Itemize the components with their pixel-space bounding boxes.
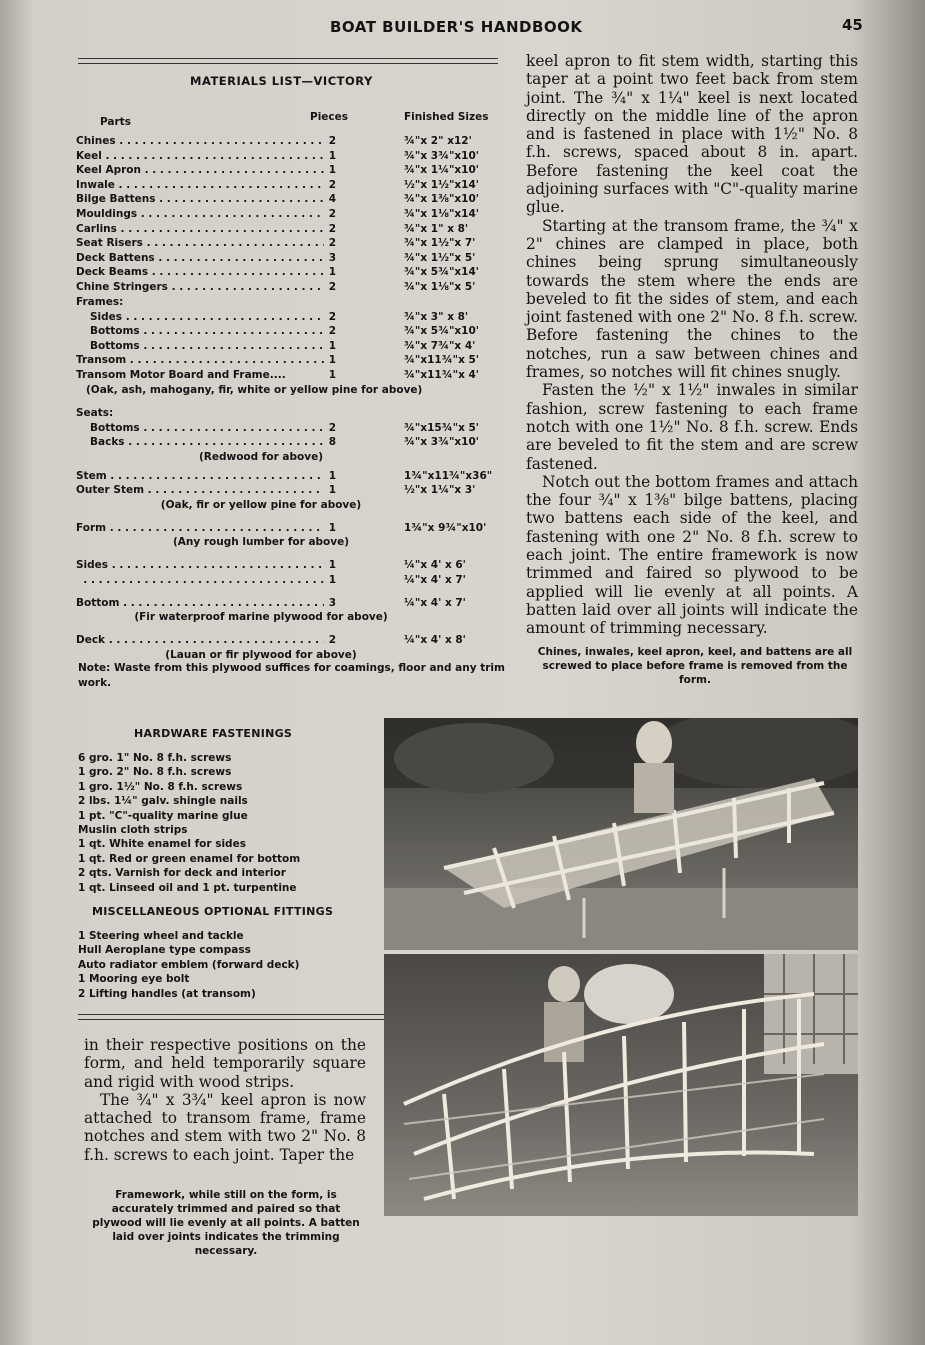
right-paragraph-1: keel apron to fit stem width, starting this taper at a point two feet back from stem joint. The ¾" x 1¼" keel is next located directly on the middle line of the apron and is fastened in place with 1½" No. 8 f.h. screws, spaced about 8 in. apart. Before fastening the keel coat the adjoining surfaces with "C"-quality marine glue.	[526, 52, 858, 217]
material-row	[76, 354, 506, 369]
part-name: Form . . .	[76, 522, 324, 534]
finished-size: ¼"x 4' x 7'	[404, 574, 466, 587]
list-item: 1 pt. "C"-quality marine glue	[78, 809, 248, 822]
list-item: 1 qt. White enamel for sides	[78, 838, 246, 851]
finished-size: ¾"x 1⅛"x14'	[404, 207, 480, 220]
seats-label: Seats:	[76, 406, 114, 419]
part-name: Stem . . .	[76, 470, 324, 482]
material-row	[76, 634, 506, 649]
finished-size: ¾"x 1⅜"x10'	[404, 193, 480, 206]
wood-note: (Redwood for above)	[198, 450, 324, 463]
misc-title: MISCELLANEOUS OPTIONAL FITTINGS	[92, 905, 334, 918]
part-name: Sides . . .	[76, 311, 324, 323]
piece-count: 1	[328, 574, 336, 587]
sides-rows	[76, 559, 506, 588]
piece-count: 2	[328, 135, 336, 147]
finished-size: ¾"x 1¼"x10'	[404, 164, 480, 177]
piece-count: 1	[328, 521, 336, 534]
finished-size: 1¾"x11¾"x36"	[404, 469, 493, 482]
stem-rows	[76, 470, 506, 499]
part-name: Transom . . .	[76, 354, 324, 366]
material-row	[76, 150, 506, 165]
piece-count: 8	[328, 436, 336, 449]
finished-size: ¾"x 1⅛"x 5'	[404, 280, 476, 293]
part-name: Deck . . .	[76, 634, 324, 646]
seats-rows	[76, 422, 506, 451]
piece-count: 3	[328, 596, 336, 609]
piece-count: 1	[328, 149, 336, 162]
part-name: Mouldings . . .	[76, 208, 324, 220]
part-name: Bottom . . .	[76, 597, 324, 609]
finished-size: ¾"x11¾"x 5'	[404, 354, 480, 367]
finished-size: ¾"x 3" x 8'	[404, 310, 469, 323]
material-row	[76, 252, 506, 267]
material-row	[76, 164, 506, 179]
part-name	[76, 574, 324, 586]
finished-size: ¼"x 4' x 6'	[404, 559, 466, 572]
finished-size: ¾"x 1½"x 7'	[404, 237, 476, 250]
list-item: 1 Mooring eye bolt	[78, 973, 190, 986]
piece-count: 2	[328, 178, 336, 191]
material-row	[76, 281, 506, 296]
list-item: 2 lbs. 1¼" galv. shingle nails	[78, 795, 248, 808]
left-paragraph-1: in their respective positions on the form, and held temporarily square and rigid with wood strips.	[84, 1036, 366, 1091]
frames-label: Frames:	[76, 295, 124, 308]
material-row	[76, 369, 506, 384]
part-name: Keel . . .	[76, 150, 324, 162]
piece-count: 2	[328, 280, 336, 293]
finished-size: ¾"x 3¾"x10'	[404, 149, 480, 162]
material-row	[76, 340, 506, 355]
finished-size: ¼"x 4' x 7'	[404, 596, 466, 609]
hardware-title: HARDWARE FASTENINGS	[134, 727, 293, 740]
list-item: 1 qt. Red or green enamel for bottom	[78, 852, 301, 865]
material-row	[76, 484, 506, 499]
material-row	[76, 574, 506, 589]
finished-size: 1¾"x 9¾"x10'	[404, 521, 487, 534]
piece-count: 3	[328, 251, 336, 264]
material-row	[76, 266, 506, 281]
wood-note: (Oak, ash, mahogany, fir, white or yellow pine for above)	[86, 383, 423, 396]
misc-fittings-list	[78, 929, 299, 1001]
part-name: Deck Beams . . .	[76, 266, 324, 278]
left-photo-caption: Framework, while still on the form, is accurately trimmed and paired so that plywood will lie evenly at all points. A batten laid over joints indicates the trimming necessary.	[92, 1189, 360, 1257]
list-item: Muslin cloth strips	[78, 824, 188, 837]
finished-size: ¼"x 4' x 8'	[404, 634, 466, 647]
piece-count: 1	[328, 484, 336, 497]
right-body-text	[526, 52, 858, 638]
materials-rows	[76, 135, 506, 296]
boat-frame-photo-top	[384, 718, 858, 950]
piece-count: 2	[328, 325, 336, 338]
wood-note: (Lauan or fir plywood for above)	[165, 648, 357, 661]
right-paragraph-3: Fasten the ½" x 1½" inwales in similar fashion, screw fastening to each frame notch with one 1½" No. 8 f.h. screw. Ends are beveled to fit the stem and are screw fastened.	[526, 381, 858, 473]
piece-count: 2	[328, 237, 336, 250]
materials-table	[76, 135, 506, 664]
part-name: Bottoms . . .	[76, 325, 324, 337]
left-paragraph-2: The ¾" x 3¾" keel apron is now attached to transom frame, frame notches and stem with two 2" No. 8 f.h. screws to each joint. Taper the	[84, 1090, 366, 1164]
waste-note: Note: Waste from this plywood suffices for coamings, floor and any trim work.	[78, 662, 505, 689]
part-name: Sides . . .	[76, 559, 324, 571]
right-photo-caption: Chines, inwales, keel apron, keel, and battens are all screwed to place before frame is removed from the form.	[537, 646, 853, 686]
running-header-title: BOAT BUILDER'S HANDBOOK	[330, 18, 583, 36]
material-row	[76, 522, 506, 537]
right-paragraph-2: Starting at the transom frame, the ¾" x 2" chines are clamped in place, both chines being sprung simultaneously towards the stem where the ends are beveled to fit the sides of stem, and each joint fastened with one 2" No. 8 f.h. screw. Before fastening the chines to the notches, run a saw between chines and frames, so notches will fit chines snugly.	[526, 216, 858, 382]
column-header-parts: Parts	[100, 116, 131, 128]
list-item: 1 Steering wheel and tackle	[78, 930, 244, 942]
piece-count: 1	[328, 164, 336, 177]
finished-size: ¾"x 1½"x 5'	[404, 251, 476, 264]
piece-count: 2	[328, 222, 336, 235]
header-rule-left	[78, 58, 498, 64]
left-body-text	[84, 1036, 366, 1164]
piece-count: 4	[328, 193, 336, 206]
material-row	[76, 422, 506, 437]
piece-count: 2	[328, 207, 336, 220]
wood-note: (Any rough lumber for above)	[172, 536, 350, 549]
piece-count: 2	[328, 421, 336, 434]
material-row	[76, 135, 506, 150]
list-item: 1 gro. 1½" No. 8 f.h. screws	[78, 780, 243, 793]
frames-rows	[76, 311, 506, 355]
piece-count: 1	[328, 469, 336, 482]
part-name: Keel Apron . . .	[76, 164, 324, 176]
material-row	[76, 208, 506, 223]
finished-size: ¾"x 7¾"x 4'	[404, 339, 476, 352]
list-item: Auto radiator emblem (forward deck)	[78, 958, 300, 971]
wood-note: (Fir waterproof marine plywood for above)	[134, 611, 388, 624]
piece-count: 1	[328, 354, 336, 367]
material-row	[76, 237, 506, 252]
piece-count: 1	[328, 266, 336, 279]
list-item: Hull Aeroplane type compass	[78, 944, 251, 957]
list-item: 2 qts. Varnish for deck and interior	[78, 867, 286, 880]
part-name: Chine Stringers . . .	[76, 281, 324, 293]
piece-count: 2	[328, 310, 336, 323]
finished-size: ¾"x 5¾"x14'	[404, 266, 480, 279]
part-name: Inwale . . .	[76, 179, 324, 191]
material-row	[76, 436, 506, 451]
column-header-pieces: Pieces	[310, 111, 349, 123]
part-name: Deck Battens . . .	[76, 252, 324, 264]
part-name: Bilge Battens . . .	[76, 193, 324, 205]
right-paragraph-4: Notch out the bottom frames and attach the four ¾" x 1⅜" bilge battens, placing two battens each side of the keel, and fastening with one 2" No. 8 f.h. screw to each joint. The entire framework is now trimmed and faired so plywood to be applied will lie evenly at all points. A batten laid over all joints will indicate the amount of trimming necessary.	[526, 472, 858, 638]
finished-size: ½"x 1¼"x 3'	[404, 484, 476, 497]
piece-count: 1	[328, 368, 336, 381]
finished-size: ¾"x 5¾"x10'	[404, 325, 480, 338]
finished-size: ¾"x 2" x12'	[404, 135, 472, 147]
material-row	[76, 597, 506, 612]
part-name: Backs . . .	[76, 436, 324, 448]
boat-frame-photo-bottom	[384, 954, 858, 1216]
finished-size: ¾"x 3¾"x10'	[404, 436, 480, 449]
material-row	[76, 223, 506, 238]
material-row	[76, 470, 506, 485]
finished-size: ¾"x11¾"x 4'	[404, 368, 480, 381]
list-item: 1 gro. 2" No. 8 f.h. screws	[78, 766, 232, 779]
list-item: 1 qt. Linseed oil and 1 pt. turpentine	[78, 881, 297, 894]
finished-size: ¾"x 1" x 8'	[404, 222, 469, 235]
piece-count: 1	[328, 339, 336, 352]
material-row	[76, 559, 506, 574]
finished-size: ¾"x15¾"x 5'	[404, 421, 480, 434]
list-item: 2 Lifting handles (at transom)	[78, 987, 256, 1000]
material-row	[76, 325, 506, 340]
materials-list-title: MATERIALS LIST—VICTORY	[190, 74, 373, 88]
material-row	[76, 179, 506, 194]
part-name: Bottoms . . .	[76, 340, 324, 352]
material-row	[76, 193, 506, 208]
part-name: Transom Motor Board and Frame....	[76, 368, 286, 381]
part-name: Carlins . . .	[76, 223, 324, 235]
part-name: Seat Risers . . .	[76, 237, 324, 249]
wood-note: (Oak, fir or yellow pine for above)	[160, 498, 362, 511]
page-number: 45	[842, 16, 863, 34]
hardware-list	[78, 751, 300, 895]
finished-size: ½"x 1½"x14'	[404, 178, 480, 191]
part-name: Outer Stem . . .	[76, 484, 324, 496]
piece-count: 2	[328, 634, 336, 647]
list-item: 6 gro. 1" No. 8 f.h. screws	[78, 752, 232, 764]
part-name: Chines . . .	[76, 135, 324, 147]
column-header-sizes: Finished Sizes	[404, 111, 489, 123]
piece-count: 1	[328, 559, 336, 572]
part-name: Bottoms . . .	[76, 422, 324, 434]
material-row	[76, 311, 506, 326]
